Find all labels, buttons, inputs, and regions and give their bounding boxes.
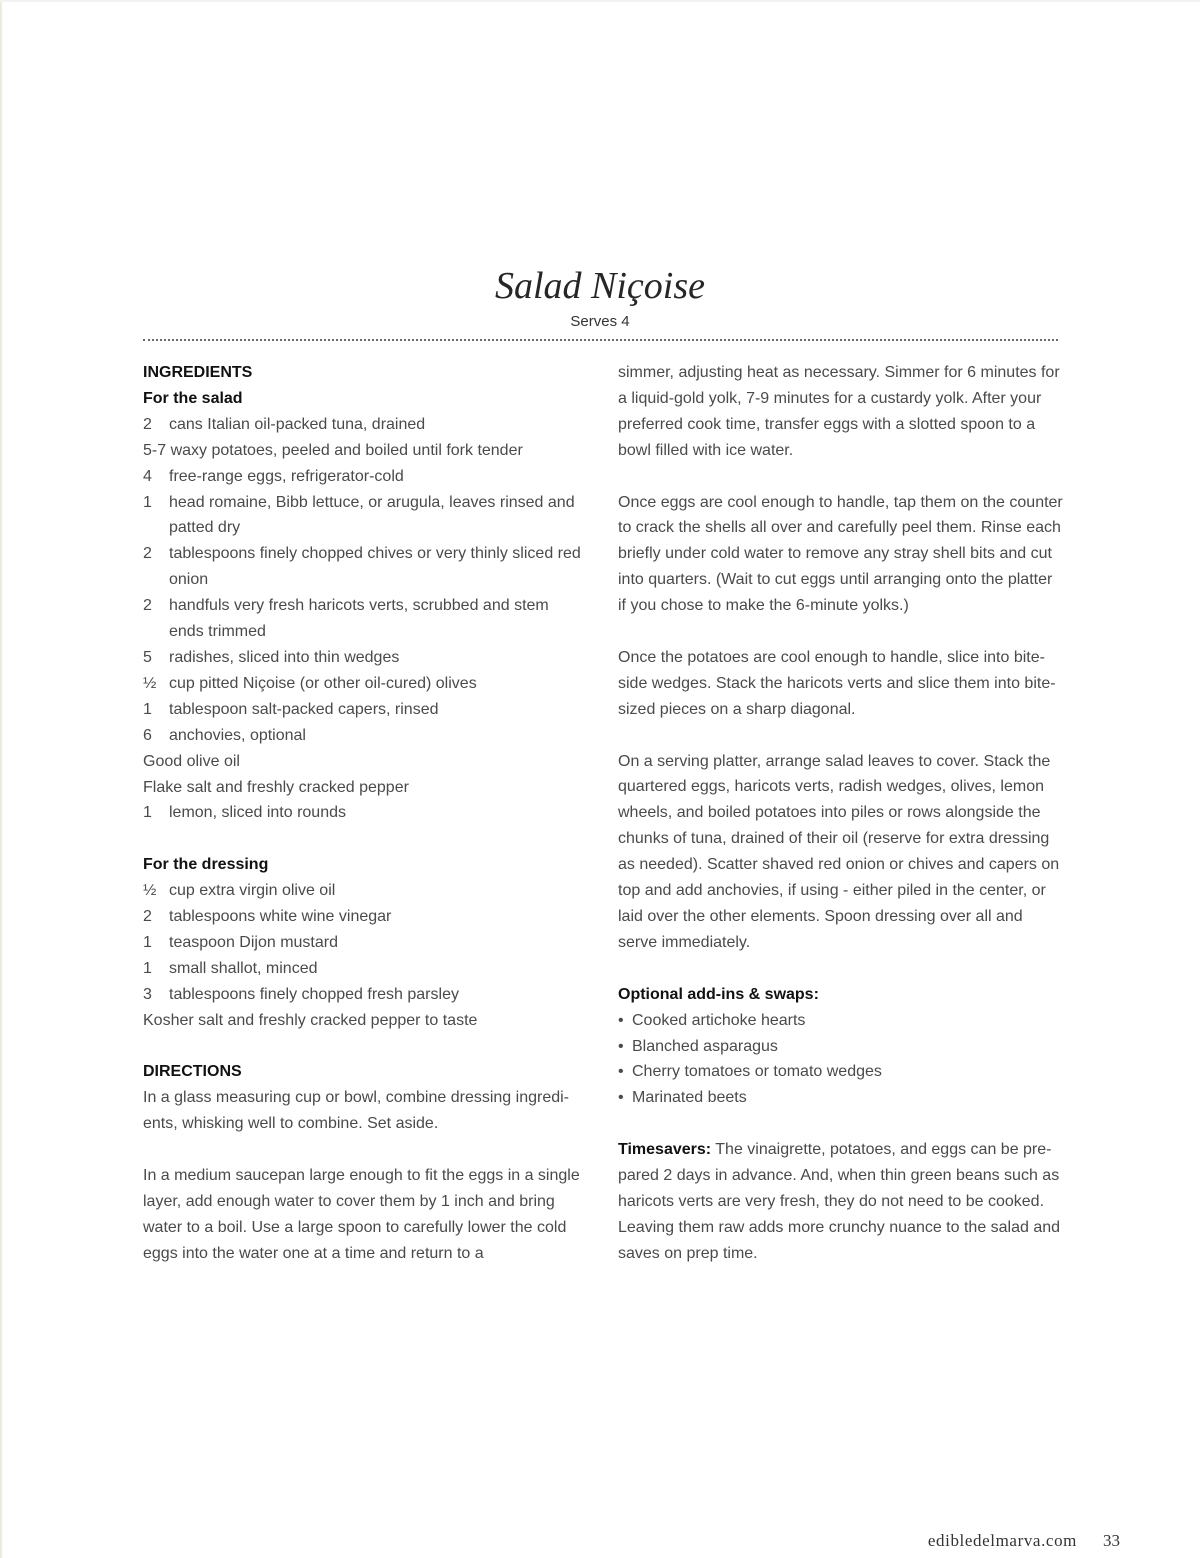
- ingredient-text: small shallot, minced: [169, 959, 318, 977]
- ingredient-text: Flake salt and freshly cracked pepper: [143, 778, 409, 796]
- ingredient-item: [143, 438, 583, 464]
- list-item: [618, 1034, 1063, 1060]
- ingredient-text: tablespoons white wine vinegar: [169, 908, 392, 926]
- ingredient-qty: 5: [143, 648, 152, 666]
- ingredient-item: [143, 904, 583, 930]
- directions-step-4: Once the potatoes are cool enough to handle, slice into bite-side wedges. Stack the haricots verts and slice them into bite-sized pieces on a sharp diagonal.: [618, 648, 1056, 718]
- ingredient-item: [143, 464, 583, 490]
- directions-step-5: On a serving platter, arrange salad leaves to cover. Stack the quartered eggs, haricots verts, radish wedges, olives, lemon wheels, and boiled potatoes into piles or rows alongside the chunks of tuna, drained of their oil (reserve for extra dressing as needed). Scatter shaved red onion or chives and capers on top and add anchovies, if using - either piled in the center, or laid over the other elements. Spoon dressing over all and serve immediately.: [618, 752, 1060, 951]
- ingredient-text: tablespoon salt-packed capers, rinsed: [169, 700, 439, 718]
- dressing-ingredient-list: [143, 878, 583, 1033]
- ingredient-qty: 4: [143, 467, 152, 485]
- ingredient-qty: 6: [143, 726, 152, 744]
- ingredient-qty: 1: [143, 493, 152, 511]
- directions-heading: DIRECTIONS: [143, 1063, 242, 1081]
- ingredient-text: tablespoons finely chopped chives or very thinly sliced red onion: [169, 545, 581, 589]
- timesavers-text: The vinaigrette, potatoes, and eggs can be pre-pared 2 days in advance. And, when thin green beans such as haricots verts are very fresh, they do not need to be cooked. Leaving them raw adds more crunchy nuance to the salad and saves on prep time.: [618, 1141, 1061, 1262]
- list-item-text: Cherry tomatoes or tomato wedges: [632, 1063, 882, 1081]
- list-item-text: Blanched asparagus: [632, 1037, 778, 1055]
- ingredient-item: [143, 775, 583, 801]
- ingredient-text: radishes, sliced into thin wedges: [169, 648, 400, 666]
- ingredient-qty: 1: [143, 700, 152, 718]
- ingredient-text: handfuls very fresh haricots verts, scrubbed and stem ends trimmed: [169, 597, 549, 641]
- directions-step-2-start: In a medium saucepan large enough to fit the eggs in a single layer, add enough water to cover them by 1 inch and bring water to a boil. Use a large spoon to carefully lower the cold eggs into the water one at a time and return to a: [143, 1167, 580, 1262]
- ingredient-item: [143, 800, 583, 826]
- page-top-edge: [0, 0, 1200, 2]
- right-column: [618, 360, 1063, 1267]
- ingredient-item: [143, 697, 583, 723]
- left-column: [143, 360, 583, 1267]
- ingredient-qty: ½: [143, 882, 157, 900]
- list-item-text: Marinated beets: [632, 1089, 747, 1107]
- list-item: [618, 1008, 1063, 1034]
- timesavers-label: Timesavers:: [618, 1141, 712, 1159]
- ingredient-item: [143, 593, 583, 645]
- ingredient-text: tablespoons finely chopped fresh parsley: [169, 985, 459, 1003]
- ingredient-qty: 1: [143, 804, 152, 822]
- list-item: [618, 1059, 1063, 1085]
- ingredient-text: 5-7 waxy potatoes, peeled and boiled until fork tender: [143, 441, 523, 459]
- page-footer: [928, 1531, 1120, 1551]
- list-item: [618, 1085, 1063, 1111]
- salad-subheading: For the salad: [143, 389, 243, 407]
- ingredient-text: cup extra virgin olive oil: [169, 882, 336, 900]
- timesavers-paragraph: [618, 1137, 1063, 1267]
- ingredient-item: [143, 878, 583, 904]
- ingredient-text: anchovies, optional: [169, 726, 306, 744]
- ingredient-item: [143, 749, 583, 775]
- directions-step-2-end: simmer, adjusting heat as necessary. Simmer for 6 minutes for a liquid-gold yolk, 7-9 minutes for a custardy yolk. After your preferred cook time, transfer eggs with a slotted spoon to a bowl filled with ice water.: [618, 364, 1060, 459]
- optional-heading: Optional add-ins & swaps:: [618, 985, 819, 1003]
- ingredient-text: cup pitted Niçoise (or other oil-cured) olives: [169, 674, 477, 692]
- ingredient-text: free-range eggs, refrigerator-cold: [169, 467, 404, 485]
- ingredient-qty: 2: [143, 415, 152, 433]
- ingredient-item: [143, 982, 583, 1008]
- ingredient-item: [143, 412, 583, 438]
- recipe-serves: Serves 4: [570, 313, 630, 330]
- list-item-text: Cooked artichoke hearts: [632, 1011, 806, 1029]
- bullet-icon: •: [618, 1037, 624, 1055]
- ingredient-qty: 1: [143, 959, 152, 977]
- ingredient-text: lemon, sliced into rounds: [169, 804, 346, 822]
- ingredient-item: [143, 956, 583, 982]
- ingredient-qty: 2: [143, 545, 152, 563]
- bullet-icon: •: [618, 1063, 624, 1081]
- ingredient-qty: ½: [143, 674, 157, 692]
- ingredient-qty: 2: [143, 597, 152, 615]
- ingredient-qty: 3: [143, 985, 152, 1003]
- ingredient-qty: 2: [143, 908, 152, 926]
- ingredient-text: teaspoon Dijon mustard: [169, 933, 338, 951]
- ingredient-item: [143, 645, 583, 671]
- ingredient-text: Good olive oil: [143, 752, 240, 770]
- ingredient-text: Kosher salt and freshly cracked pepper to taste: [143, 1011, 478, 1029]
- bullet-icon: •: [618, 1089, 624, 1107]
- dotted-divider: [143, 339, 1058, 341]
- directions-step-1: In a glass measuring cup or bowl, combine dressing ingredi-ents, whisking well to combine. Set aside.: [143, 1089, 569, 1133]
- directions-step-3: Once eggs are cool enough to handle, tap them on the counter to crack the shells all over and carefully peel them. Rinse each briefly under cold water to remove any stray shell bits and cut into quarters. (Wait to cut eggs until arranging onto the platter if you chose to make the 6-minute yolks.): [618, 493, 1063, 615]
- page-number: 33: [1103, 1531, 1120, 1550]
- ingredient-item: [143, 541, 583, 593]
- ingredient-text: head romaine, Bibb lettuce, or arugula, leaves rinsed and patted dry: [169, 493, 575, 537]
- ingredient-item: [143, 930, 583, 956]
- ingredient-item: [143, 723, 583, 749]
- optional-list: [618, 1008, 1063, 1112]
- page-edge-shadow: [0, 0, 3, 1558]
- dressing-subheading: For the dressing: [143, 856, 269, 874]
- ingredient-item: [143, 671, 583, 697]
- recipe-title: Salad Niçoise: [494, 265, 706, 307]
- ingredients-heading: INGREDIENTS: [143, 364, 253, 381]
- ingredient-qty: 1: [143, 933, 152, 951]
- ingredient-item: [143, 490, 583, 542]
- footer-website: edibledelmarva.com: [927, 1531, 1077, 1550]
- bullet-icon: •: [618, 1011, 624, 1029]
- salad-ingredient-list: [143, 412, 583, 827]
- ingredient-item: [143, 1008, 583, 1034]
- ingredient-text: cans Italian oil-packed tuna, drained: [169, 415, 426, 433]
